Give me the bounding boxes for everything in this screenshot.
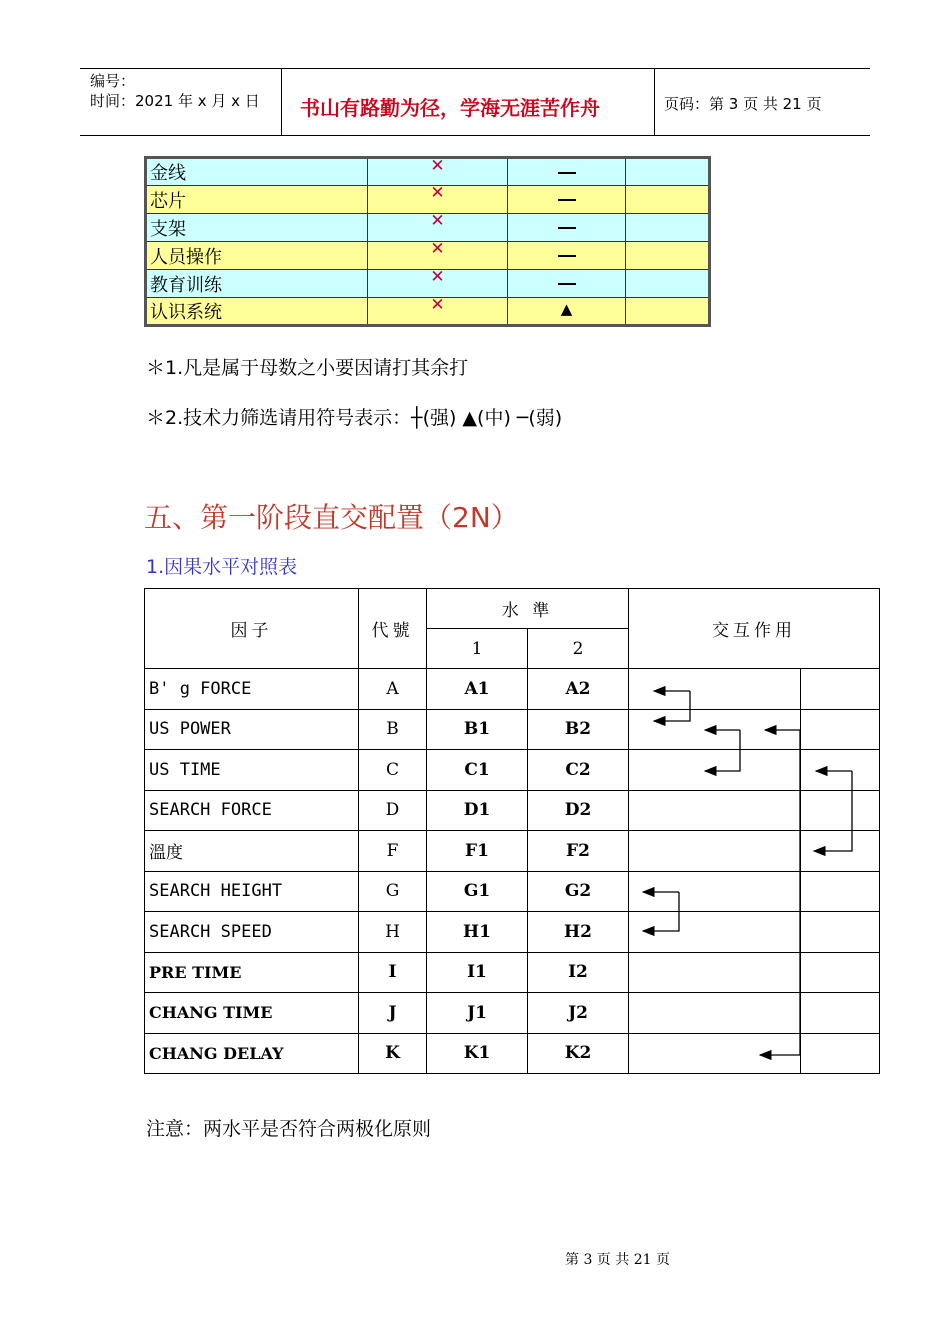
factor-name: CHANG TIME xyxy=(145,993,359,1034)
evaluation-item-name: 支架 xyxy=(146,214,368,242)
evaluation-item-name: 芯片 xyxy=(146,186,368,214)
factor-code: C xyxy=(359,750,427,791)
factor-code: A xyxy=(359,669,427,710)
header-interaction: 交互作用 xyxy=(629,589,880,669)
header-page-info: 页码：第 3 页 共 21 页 xyxy=(664,95,822,113)
factor-level-2: C2 xyxy=(528,750,629,791)
note-2: ＊2.技术力筛选请用符号表示：┼(强) ▲(中) ─(弱) xyxy=(146,407,563,429)
arrow-a-b xyxy=(654,691,690,721)
factor-level-1: F1 xyxy=(427,831,528,872)
factor-name: SEARCH HEIGHT xyxy=(145,871,359,912)
page-footer: 第 3 页 共 21 页 xyxy=(565,1252,670,1268)
factor-level-2: G2 xyxy=(528,871,629,912)
factor-level-2: D2 xyxy=(528,790,629,831)
factor-level-2: B2 xyxy=(528,709,629,750)
note-1: ＊1.凡是属于母数之小要因请打其余打 xyxy=(146,357,469,379)
factor-code: D xyxy=(359,790,427,831)
factor-level-1: H1 xyxy=(427,912,528,953)
triangle-medium-icon: ▲ xyxy=(560,299,573,318)
factor-name: CHANG DELAY xyxy=(145,1033,359,1074)
evaluation-item-name: 金线 xyxy=(146,158,368,186)
factor-level-2: J2 xyxy=(528,993,629,1034)
factor-code: I xyxy=(359,952,427,993)
x-mark-icon: ✕ xyxy=(430,155,445,176)
factor-level-1: D1 xyxy=(427,790,528,831)
factor-name: SEARCH SPEED xyxy=(145,912,359,953)
factor-code: J xyxy=(359,993,427,1034)
factor-level-1: A1 xyxy=(427,669,528,710)
bottom-note: 注意：两水平是否符合两极化原则 xyxy=(146,1118,432,1140)
factor-code: G xyxy=(359,871,427,912)
header-motto: 书山有路勤为径，学海无涯苦作舟 xyxy=(300,96,600,120)
x-mark-icon: ✕ xyxy=(430,211,445,231)
factor-level-1: B1 xyxy=(427,709,528,750)
factor-level-2: H2 xyxy=(528,912,629,953)
arrow-b-k xyxy=(760,730,800,1055)
arrow-b-c xyxy=(705,730,740,771)
factor-code: F xyxy=(359,831,427,872)
factor-level-1: K1 xyxy=(427,1033,528,1074)
x-mark-icon: ✕ xyxy=(430,267,445,287)
factor-level-2: A2 xyxy=(528,669,629,710)
header-level-1: 1 xyxy=(427,629,528,669)
header-level: 水 準 xyxy=(427,589,629,629)
factor-name: US POWER xyxy=(145,709,359,750)
header-time-label: 时间：2021 年 x 月 x 日 xyxy=(90,92,260,110)
x-mark-icon: ✕ xyxy=(430,239,445,259)
header-factor: 因子 xyxy=(145,589,359,669)
factor-level-1: I1 xyxy=(427,952,528,993)
x-mark-icon: ✕ xyxy=(430,183,445,203)
arrow-c-f xyxy=(814,771,852,851)
factor-name: US TIME xyxy=(145,750,359,791)
factor-level-1: C1 xyxy=(427,750,528,791)
evaluation-item-name: 教育训练 xyxy=(146,270,368,298)
factor-name: SEARCH FORCE xyxy=(145,790,359,831)
factor-level-1: J1 xyxy=(427,993,528,1034)
factor-level-2: I2 xyxy=(528,952,629,993)
x-mark-icon: ✕ xyxy=(430,294,445,315)
factor-name: B' g FORCE xyxy=(145,669,359,710)
factor-code: B xyxy=(359,709,427,750)
factor-code: H xyxy=(359,912,427,953)
factor-code: K xyxy=(359,1033,427,1074)
factor-level-2: F2 xyxy=(528,831,629,872)
arrow-g-h xyxy=(643,892,679,931)
factor-name: PRE TIME xyxy=(145,952,359,993)
header-code: 代號 xyxy=(359,589,427,669)
evaluation-item-name: 人员操作 xyxy=(146,242,368,270)
factor-name: 溫度 xyxy=(145,831,359,872)
header-serial-label: 编号： xyxy=(90,72,136,90)
factor-level-2: K2 xyxy=(528,1033,629,1074)
header-level-2: 2 xyxy=(528,629,629,669)
evaluation-item-name: 认识系统 xyxy=(146,298,368,326)
factor-level-1: G1 xyxy=(427,871,528,912)
section-subheading: 1.因果水平对照表 xyxy=(146,556,298,578)
section-heading: 五、第一阶段直交配置（2N） xyxy=(144,501,519,534)
